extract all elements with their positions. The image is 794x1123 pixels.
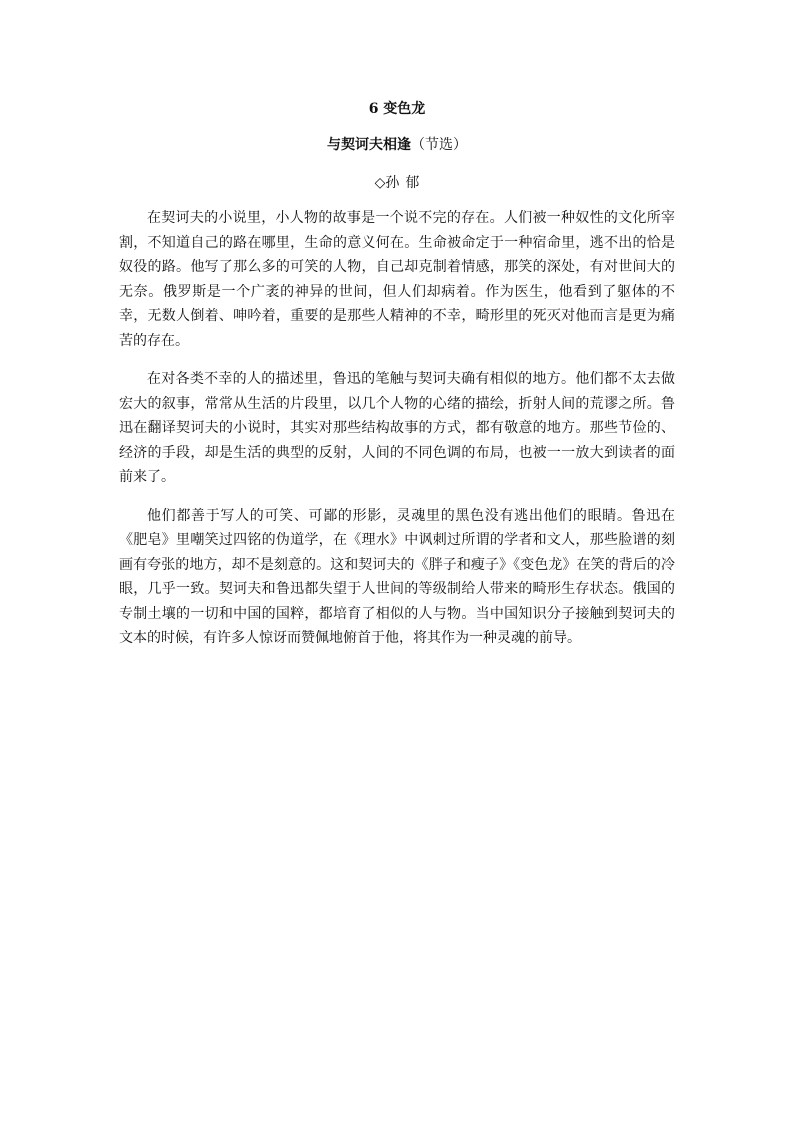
author-surname: 孙 (385, 175, 400, 191)
article-title-main: 与契诃夫相逢 (327, 137, 411, 153)
body-paragraph-1: 在契诃夫的小说里，小人物的故事是一个说不完的存在。人们被一种奴性的文化所宰割，不知道自己的路在哪里，生命的意义何在。生命被命定于一种宿命里，逃不出的恰是奴役的路。他写了那么多的可笑的人物，自己却克制着情感，那笑的深处，有对世间大的无奈。俄罗斯是一个广袤的神异的世间，但人们却病着。作为医生，他看到了躯体的不幸，无数人倒着、呻吟着，重要的是那些人精神的不幸，畸形里的死灭对他而言是更为痛苦的存在。 (119, 210, 675, 349)
author-line (0, 173, 794, 193)
author-given-name: 郁 (405, 175, 420, 191)
article-body (119, 206, 675, 665)
author-marker-icon: ◇ (374, 175, 386, 191)
article-title (0, 135, 794, 155)
article-title-note: （节选） (411, 137, 467, 153)
body-paragraph-3: 他们都善于写人的可笑、可鄙的形影，灵魂里的黑色没有逃出他们的眼睛。鲁迅在《肥皂》里嘲笑过四铭的伪道学，在《理水》中讽刺过所谓的学者和文人，那些脸谱的刻画有夸张的地方，却不是刻意的。这和契诃夫的《胖子和瘦子》《变色龙》在笑的背后的冷眼，几乎一致。契诃夫和鲁迅都失望于人世间的等级制给人带来的畸形生存状态。俄国的专制土壤的一切和中国的国粹，都培育了相似的人与物。当中国知识分子接触到契诃夫的文本的时候，有许多人惊讶而赞佩地俯首于他，将其作为一种灵魂的前导。 (119, 507, 675, 646)
chapter-title: 6 变色龙 (368, 101, 426, 117)
body-paragraph-2: 在对各类不幸的人的描述里，鲁迅的笔触与契诃夫确有相似的地方。他们都不太去做宏大的叙事，常常从生活的片段里，以几个人物的心绪的描绘，折射人间的荒谬之所。鲁迅在翻译契诃夫的小说时，其实对那些结构故事的方式，都有敬意的地方。那些节俭的、经济的手段，却是生活的典型的反射，人间的不同色调的布局，也被一一放大到读者的面前来了。 (119, 371, 675, 485)
